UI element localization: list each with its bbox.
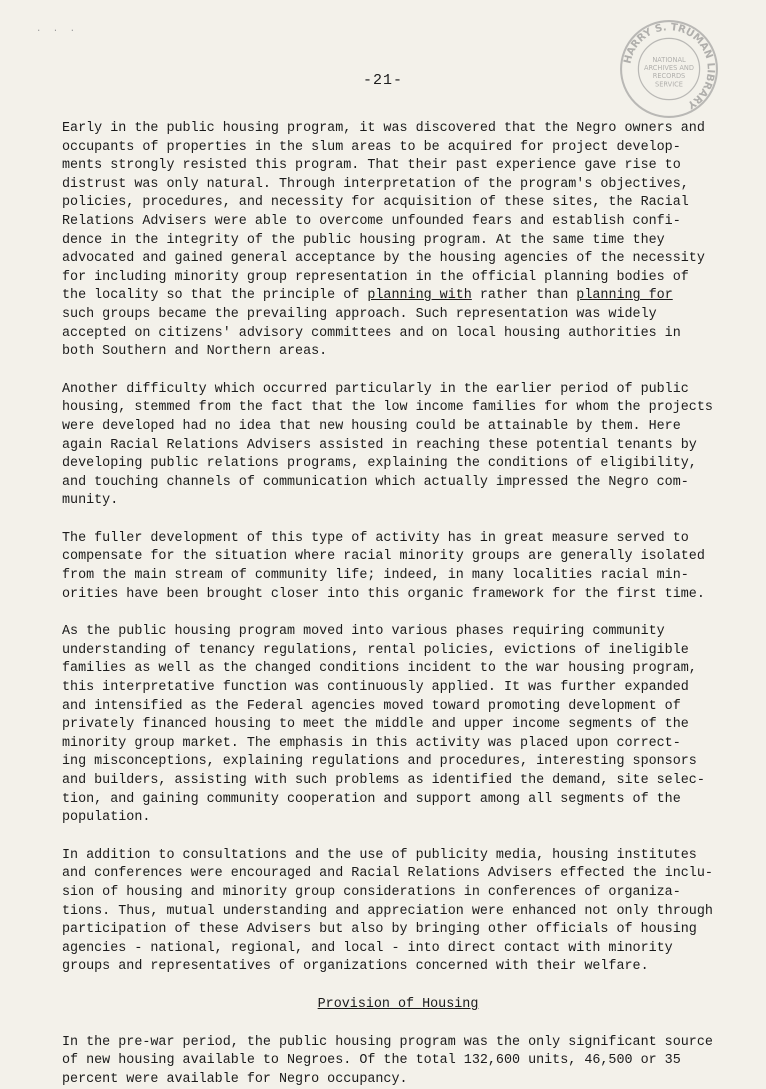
archive-stamp-icon	[618, 18, 720, 120]
text-line: of new housing available to Negroes. Of the total 132,600 units, 46,500 or 35	[62, 1053, 681, 1069]
page-number: -21-	[362, 72, 403, 89]
scan-specks: · · ·	[36, 26, 79, 36]
text-line: for including minority group representation in the official planning bodies of	[62, 269, 689, 285]
svg-text:HARRY S. TRUMAN LIBRARY: HARRY S. TRUMAN LIBRARY	[622, 22, 716, 111]
text-line: compensate for the situation where racial minority groups are generally isolated	[62, 549, 705, 565]
text-line-pre: the locality so that the principle of	[62, 288, 368, 304]
text-line: ments strongly resisted this program. That their past experience gave rise to	[62, 158, 681, 174]
text-line: privately financed housing to meet the middle and upper income segments of the	[62, 717, 689, 733]
svg-text:ARCHIVES AND: ARCHIVES AND	[644, 64, 694, 73]
text-line: again Racial Relations Advisers assisted in reaching these potential tenants by	[62, 437, 697, 453]
text-line: ing misconceptions, explaining regulations and procedures, interesting sponsors	[62, 754, 697, 770]
text-line: and builders, assisting with such problems as identified the demand, site selec-	[62, 773, 705, 788]
document-body	[62, 120, 722, 1089]
text-line: participation of these Advisers but also by bringing other officials of housing	[62, 922, 697, 938]
text-line: both Southern and Northern areas.	[62, 344, 328, 360]
section-heading: Provision of Housing	[317, 996, 479, 1012]
text-line: Early in the public housing program, it was discovered that the Negro owners and	[62, 121, 705, 136]
text-line: population.	[62, 810, 151, 826]
text-line: The fuller development of this type of activity has in great measure served to	[62, 530, 689, 546]
text-line: Another difficulty which occurred particularly in the earlier period of public	[62, 381, 689, 397]
text-line: and intensified as the Federal agencies moved toward promoting development of	[62, 698, 681, 714]
text-line: sion of housing and minority group considerations in conferences of organiza-	[62, 884, 681, 900]
text-line: accepted on citizens' advisory committees and on local housing authorities in	[62, 325, 681, 341]
text-line: such groups became the prevailing approach. Such representation was widely	[62, 306, 657, 322]
text-line: minority group market. The emphasis in this activity was placed upon correct-	[62, 735, 681, 751]
text-line-mid: rather than	[471, 288, 577, 304]
paragraph-1	[62, 120, 722, 362]
underlined-phrase: planning with	[367, 288, 472, 304]
text-line: tion, and gaining community cooperation and support among all segments of the	[62, 791, 681, 807]
text-line: and conferences were encouraged and Racial Relations Advisers effected the inclu-	[62, 866, 713, 882]
text-line: distrust was only natural. Through interpretation of the program's objectives,	[62, 176, 689, 192]
text-line: were developed had no idea that new housing could be attainable by them. Here	[62, 418, 681, 434]
svg-text:RECORDS: RECORDS	[652, 72, 686, 81]
text-line: agencies - national, regional, and local - into direct contact with minority	[62, 940, 673, 956]
paragraph-2	[62, 381, 722, 511]
text-line: In the pre-war period, the public housing program was the only significant source	[62, 1034, 713, 1050]
text-line: As the public housing program moved into various phases requiring community	[62, 624, 665, 640]
text-line: percent were available for Negro occupancy.	[62, 1071, 408, 1087]
text-line: this interpretative function was continuously applied. It was further expanded	[62, 680, 689, 696]
text-line: housing, stemmed from the fact that the low income families for whom the projects	[62, 400, 713, 416]
text-line: munity.	[62, 493, 119, 509]
text-line: policies, procedures, and necessity for acquisition of these sites, the Racial	[62, 195, 689, 211]
svg-text:SERVICE: SERVICE	[655, 80, 683, 89]
paragraph-3	[62, 530, 722, 604]
paragraph-4	[62, 623, 722, 828]
text-line: from the main stream of community life; indeed, in many localities racial min-	[62, 568, 689, 584]
text-line: advocated and gained general acceptance by the housing agencies of the necessity	[62, 251, 705, 267]
svg-text:NATIONAL: NATIONAL	[652, 55, 686, 64]
text-line: and touching channels of communication which actually impressed the Negro com-	[62, 474, 689, 490]
text-line: understanding of tenancy regulations, rental policies, evictions of ineligible	[62, 642, 689, 658]
text-line: families as well as the changed conditions incident to the war housing program,	[62, 661, 697, 677]
text-line: Relations Advisers were able to overcome unfounded fears and establish confi-	[62, 213, 681, 229]
text-line: tions. Thus, mutual understanding and appreciation were enhanced not only through	[62, 903, 713, 919]
paragraph-5	[62, 847, 722, 977]
text-line: developing public relations programs, explaining the conditions of eligibility,	[62, 456, 697, 472]
paragraph-6	[62, 1034, 722, 1089]
text-line: In addition to consultations and the use of publicity media, housing institutes	[62, 847, 697, 863]
underlined-phrase: planning for	[576, 288, 673, 304]
text-line: orities have been brought closer into this organic framework for the first time.	[62, 586, 705, 602]
text-line: dence in the integrity of the public housing program. At the same time they	[62, 232, 665, 248]
text-line: occupants of properties in the slum areas to be acquired for project develop-	[62, 139, 681, 155]
text-line: groups and representatives of organizations concerned with their welfare.	[62, 959, 649, 975]
